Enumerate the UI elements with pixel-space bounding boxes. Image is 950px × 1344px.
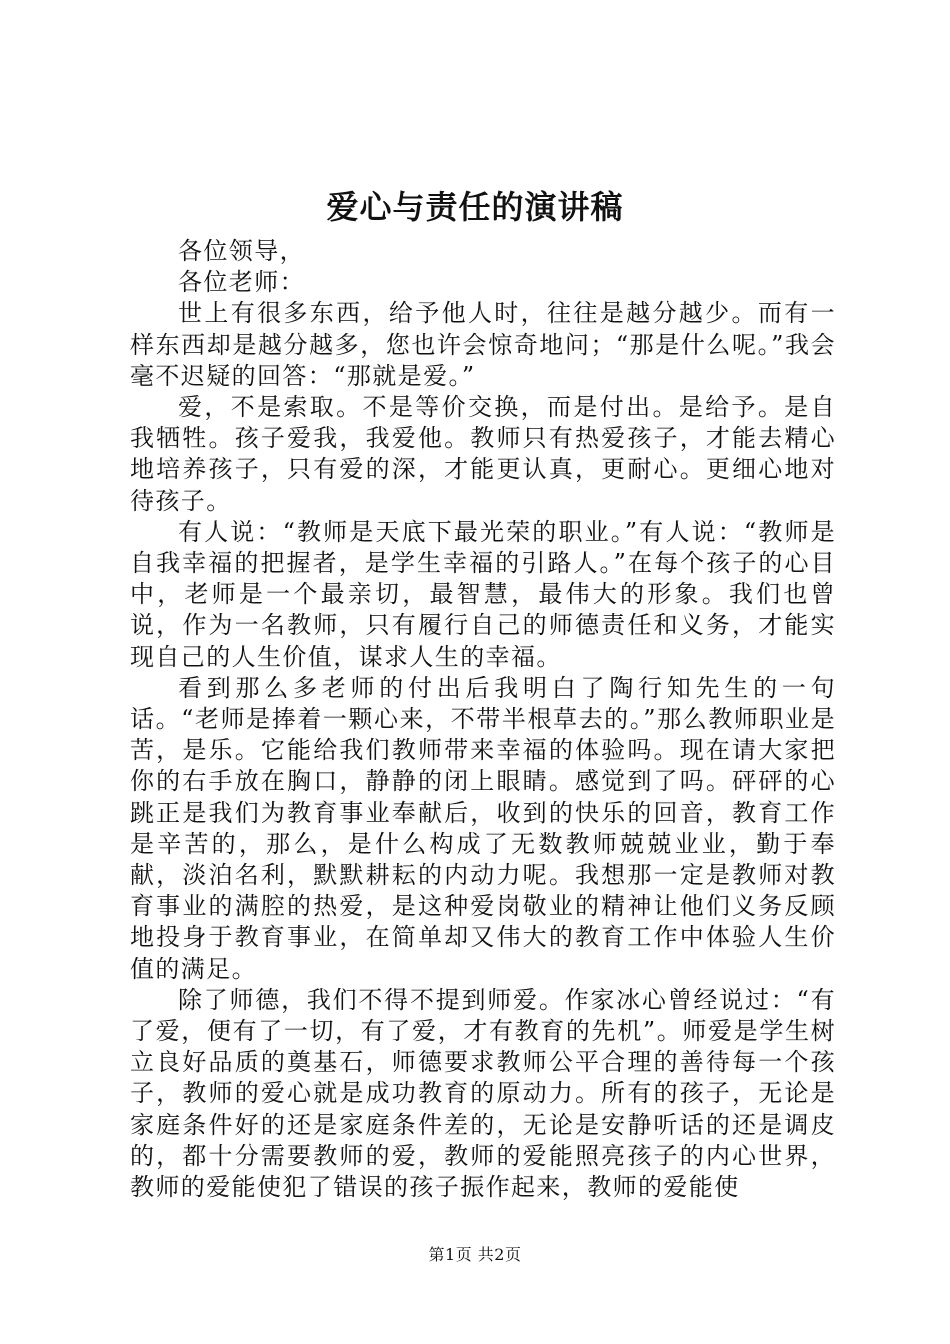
paragraph: 除了师德，我们不得不提到师爱。作家冰心曾经说过：“有了爱，便有了一切，有了爱，才有教育的先机”。师爱是学生树立良好品质的奠基石，师德要求教师公平合理的善待每一个孩子，教师的爱心就是成功教育的原动力。所有的孩子，无论是家庭条件好的还是家庭条件差的，无论是安静听话的还是调皮的，都十分需要教师的爱，教师的爱能照亮孩子的内心世界，教师的爱能使犯了错误的孩子振作起来，教师的爱能使 [130,985,836,1202]
paragraph: 世上有很多东西，给予他人时，往往是越分越少。而有一样东西却是越分越多，您也许会惊奇地问；“那是什么呢。”我会毫不迟疑的回答：“那就是爱。” [130,299,836,390]
salutation-leaders: 各位领导， [178,237,305,265]
paragraph: 爱，不是索取。不是等价交换，而是付出。是给予。是自我牺牲。孩子爱我，我爱他。教师只有热爱孩子，才能去精心地培养孩子，只有爱的深，才能更认真，更耐心。更细心地对待孩子。 [130,393,836,515]
salutation-teachers: 各位老师： [178,268,305,297]
document-title: 爱心与责任的演讲稿 [326,188,624,226]
paragraph: 有人说：“教师是天底下最光荣的职业。”有人说：“教师是自我幸福的把握者，是学生幸福的引路人。”在每个孩子的心目中，老师是一个最亲切，最智慧，最伟大的形象。我们也曾说，作为一名教师，只有履行自己的师德责任和义务，才能实现自己的人生价值，谋求人生的幸福。 [130,517,836,671]
document-body [130,236,836,1203]
paragraph: 看到那么多老师的付出后我明白了陶行知先生的一句话。“老师是捧着一颗心来，不带半根草去的。”那么教师职业是苦，是乐。它能给我们教师带来幸福的体验吗。现在请大家把你的右手放在胸口，静静的闭上眼睛。感觉到了吗。砰砰的心跳正是我们为教育事业奉献后，收到的快乐的回音，教育工作是辛苦的，那么，是什么构成了无数教师兢兢业业，勤于奉献，淡泊名利，默默耕耘的内动力呢。我想那一定是教师对教育事业的满腔的热爱，是这种爱岗敬业的精神让他们义务反顾地投身于教育事业，在简单却又伟大的教育工作中体验人生价值的满足。 [130,673,836,983]
page-number-footer: 第1页 共2页 [428,1245,522,1264]
